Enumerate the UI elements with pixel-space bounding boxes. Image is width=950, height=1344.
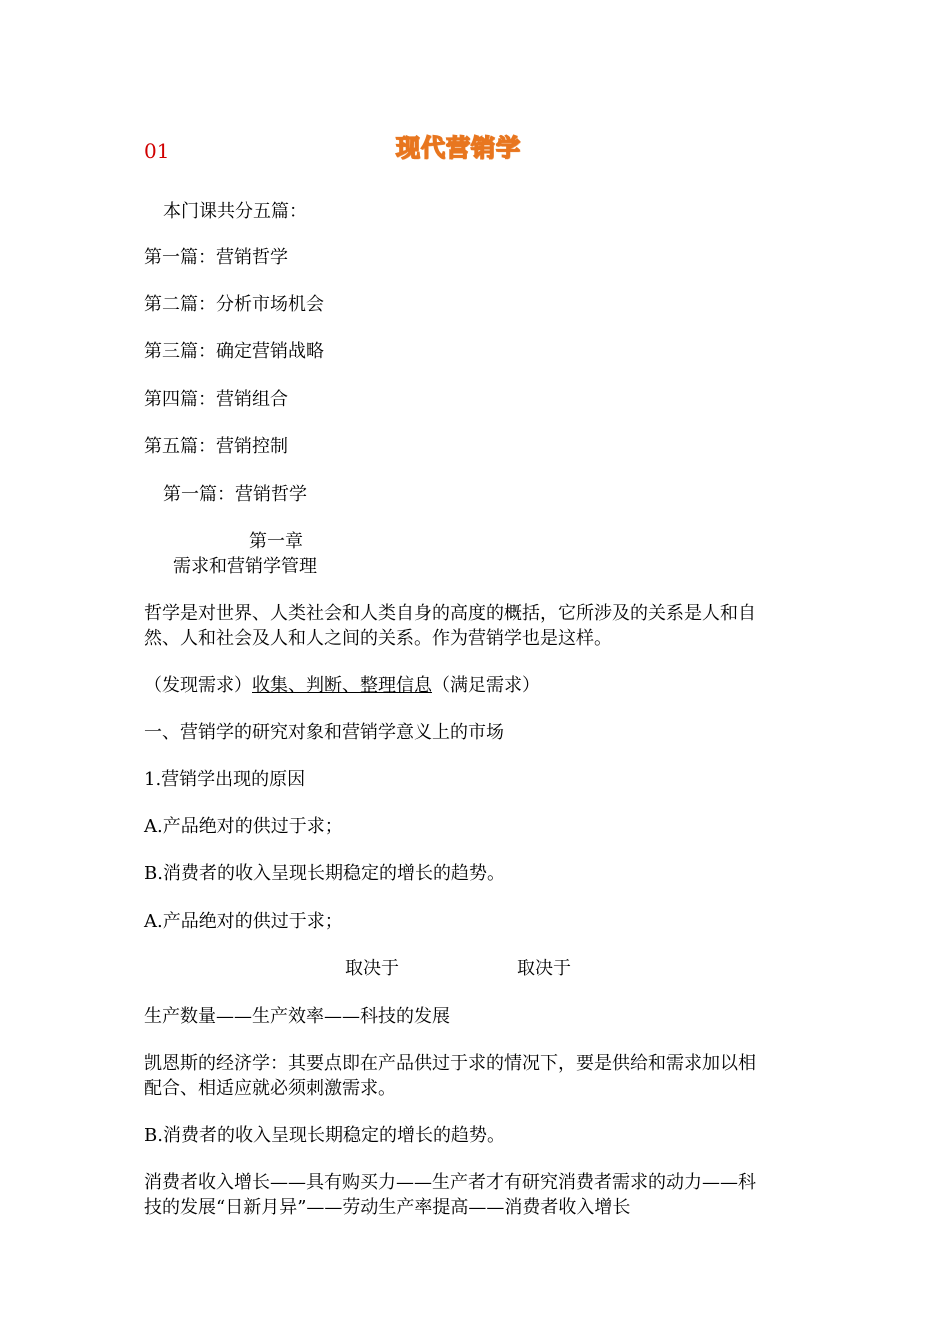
reason-a: A.产品绝对的供过于求； [144, 816, 343, 837]
section-heading: 第一篇：营销哲学 [163, 484, 307, 505]
info-prefix: （发现需求） [144, 675, 252, 696]
chain-production: 生产数量——生产效率——科技的发展 [144, 1006, 450, 1027]
document-title: 现代营销学 [396, 134, 521, 162]
info-underlined: 收集、判断、整理信息 [252, 675, 432, 696]
paragraph-philosophy: 然、人和社会及人和人之间的关系。作为营销学也是这样。 [144, 628, 612, 649]
depends-on-label: 取决于 [345, 958, 399, 979]
reason-b: B.消费者的收入呈现长期稳定的增长的趋势。 [144, 863, 505, 884]
info-suffix: （满足需求） [432, 675, 540, 696]
paragraph-keynes: 配合、相适应就必须刺激需求。 [144, 1078, 396, 1099]
course-intro: 本门课共分五篇： [163, 201, 307, 222]
part-item: 第二篇：分析市场机会 [144, 294, 324, 315]
part-item: 第三篇：确定营销战略 [144, 341, 324, 362]
part-item: 第四篇：营销组合 [144, 389, 288, 410]
depends-on-label: 取决于 [517, 958, 571, 979]
part-item: 第五篇：营销控制 [144, 436, 288, 457]
chapter-title: 需求和营销学管理 [173, 556, 317, 577]
reason-b-repeat: B.消费者的收入呈现长期稳定的增长的趋势。 [144, 1125, 505, 1146]
document-number: 01 [144, 139, 170, 163]
paragraph-philosophy: 哲学是对世界、人类社会和人类自身的高度的概括，它所涉及的关系是人和自 [144, 603, 756, 624]
heading-one-one: 1.营销学出现的原因 [144, 769, 306, 790]
reason-a-repeat: A.产品绝对的供过于求； [144, 911, 343, 932]
part-item: 第一篇：营销哲学 [144, 247, 288, 268]
chapter-number: 第一章 [249, 531, 303, 552]
info-line [144, 674, 540, 698]
paragraph-keynes: 凯恩斯的经济学：其要点即在产品供过于求的情况下，要是供给和需求加以相 [144, 1053, 756, 1074]
chain-income: 技的发展“日新月异”——劳动生产率提高——消费者收入增长 [144, 1197, 631, 1218]
chain-income: 消费者收入增长——具有购买力——生产者才有研究消费者需求的动力——科 [144, 1172, 756, 1193]
heading-one: 一、营销学的研究对象和营销学意义上的市场 [144, 722, 504, 743]
